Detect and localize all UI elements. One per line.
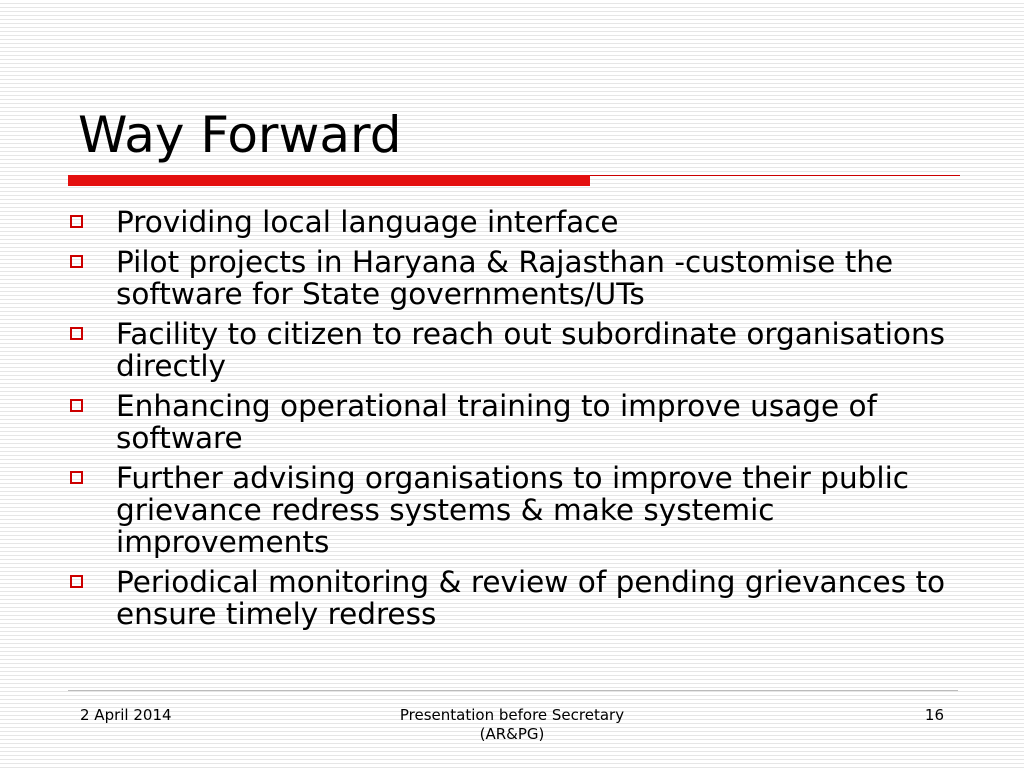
footer-presentation-title [362,706,662,744]
bullet-list [68,206,968,638]
bullet-item [68,566,968,630]
hollow-square-bullet-icon [70,255,83,268]
bullet-text: Further advising organisations to improve their public grievance redress systems & make systemic improvements [116,461,910,559]
bullet-item [68,318,968,382]
bullet-text: Facility to citizen to reach out subordinate organisations directly [116,317,946,383]
bullet-item [68,246,968,310]
hollow-square-bullet-icon [70,399,83,412]
slide-title: Way Forward [78,106,402,164]
bullet-text: Enhancing operational training to improve usage of software [116,389,877,455]
bullet-text: Providing local language interface [116,205,619,239]
footer-presentation-title-line: Presentation before Secretary [399,706,625,724]
footer-presentation-title-line: (AR&PG) [479,725,545,743]
hollow-square-bullet-icon [70,327,83,340]
footer-divider [68,690,958,691]
footer-date: 2 April 2014 [80,706,172,724]
bullet-item [68,390,968,454]
hollow-square-bullet-icon [70,471,83,484]
bullet-item [68,462,968,558]
bullet-text: Periodical monitoring & review of pending grievances to ensure timely redress [116,565,946,631]
bullet-text: Pilot projects in Haryana & Rajasthan -customise the software for State governments/UTs [116,245,894,311]
page-number: 16 [924,706,944,724]
bullet-item [68,206,968,238]
hollow-square-bullet-icon [70,575,83,588]
hollow-square-bullet-icon [70,215,83,228]
title-underline-bar [68,175,590,186]
